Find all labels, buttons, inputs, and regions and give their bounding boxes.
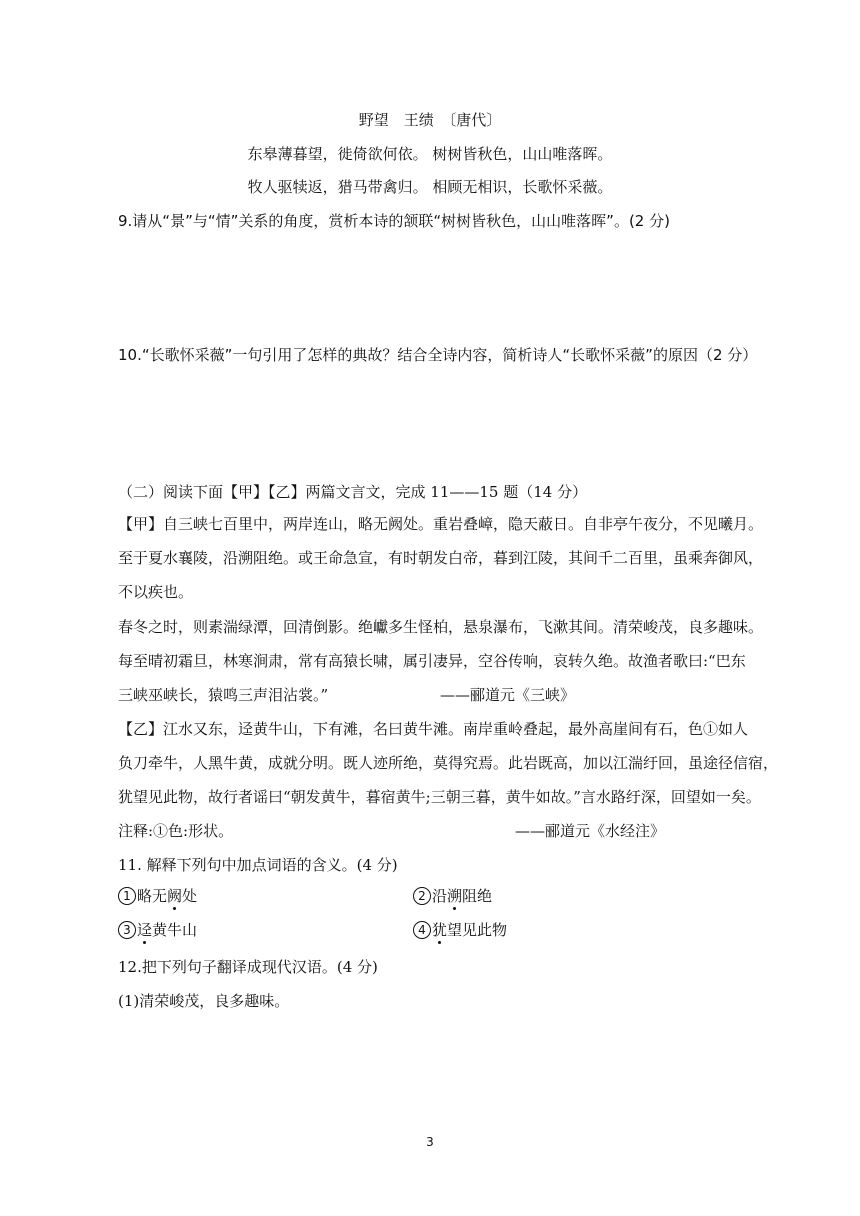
- circled-number: 3: [118, 921, 136, 939]
- section-heading: （二）阅读下面【甲】【乙】两篇文言文，完成 11——15 题（14 分）: [118, 483, 588, 501]
- yi-paragraph-line: 犹望见此物，故行者谣曰“朝发黄牛，暮宿黄牛;三朝三暮，黄牛如故。”言水路纡深，回望如一矣。: [118, 788, 761, 806]
- poem-line-1: 东皋薄暮望，徙倚欲何依。 树树皆秋色，山山唯落晖。: [247, 145, 613, 163]
- poem-title: 野望: [358, 111, 389, 129]
- circled-number: 2: [413, 887, 431, 905]
- q12-item-1: (1)清荣峻茂，良多趣味。: [118, 992, 290, 1010]
- question-12: 12.把下列句子翻译成现代汉语。(4 分): [118, 958, 378, 976]
- circled-number: 4: [413, 921, 431, 939]
- dotted-word: 溯: [447, 887, 463, 905]
- poem-dynasty: 〔唐代〕: [448, 111, 502, 129]
- q11-item-2: 2 沿溯阻绝: [413, 886, 492, 906]
- yi-source: ——郦道元《水经注》: [515, 822, 666, 840]
- jia-paragraph-line: 至于夏水襄陵，沿溯阻绝。或王命急宣，有时朝发白帝，暮到江陵，其间千二百里，虽乘奔御风，: [118, 549, 764, 567]
- jia-paragraph-line: 春冬之时，则素湍绿潭，回清倒影。绝巘多生怪柏，悬泉瀑布，飞漱其间。清荣峻茂，良多趣味。: [118, 618, 764, 636]
- question-11: 11. 解释下列句中加点词语的含义。(4 分): [118, 856, 398, 874]
- poem-author: 王绩: [403, 111, 434, 129]
- page-number: 3: [426, 1135, 434, 1149]
- question-9: 9.请从“景”与“情”关系的角度，赏析本诗的颔联“树树皆秋色，山山唯落晖”。(2 分): [118, 212, 670, 230]
- yi-paragraph-line: 负刀牵牛，人黑牛黄，成就分明。既人迹所绝，莫得究焉。此岩既高，加以江湍纡回，虽途径信宿，: [118, 754, 779, 772]
- jia-paragraph-line: 每至晴初霜旦，林寒涧肃，常有高猿长啸，属引凄异，空谷传响，哀转久绝。故渔者歌曰:“巴东: [118, 652, 746, 670]
- jia-paragraph-line: 不以疾也。: [118, 583, 194, 601]
- q11-item-4: 4 犹望见此物: [413, 920, 507, 940]
- jia-source: ——郦道元《三峡》: [440, 686, 576, 704]
- q11-item-3: 3 迳黄牛山: [118, 920, 197, 940]
- dotted-word: 迳: [137, 921, 153, 939]
- question-10: 10.“长歌怀采薇”一句引用了怎样的典故？结合全诗内容，简析诗人“长歌怀采薇”的原因（2 分）: [118, 346, 758, 364]
- dotted-word: 阙: [167, 887, 183, 905]
- poem-header: [0, 110, 860, 130]
- dotted-word: 犹: [432, 921, 448, 939]
- poem-line-2: 牧人驱犊返，猎马带禽归。 相顾无相识，长歌怀采薇。: [247, 178, 613, 196]
- q11-item-1: 1 略无阙处: [118, 886, 197, 906]
- yi-paragraph-line: 【乙】江水又东，迳黄牛山，下有滩，名曰黄牛滩。南岸重岭叠起，最外高崖间有石，色①如人: [118, 720, 749, 738]
- jia-paragraph-line: 【甲】自三峡七百里中，两岸连山，略无阙处。重岩叠嶂，隐天蔽日。自非亭午夜分，不见曦月。: [118, 515, 764, 533]
- jia-paragraph-line: 三峡巫峡长，猿鸣三声泪沾裳。”: [118, 686, 329, 704]
- circled-number: 1: [118, 887, 136, 905]
- annotation-note: 注释:①色:形状。: [118, 822, 234, 840]
